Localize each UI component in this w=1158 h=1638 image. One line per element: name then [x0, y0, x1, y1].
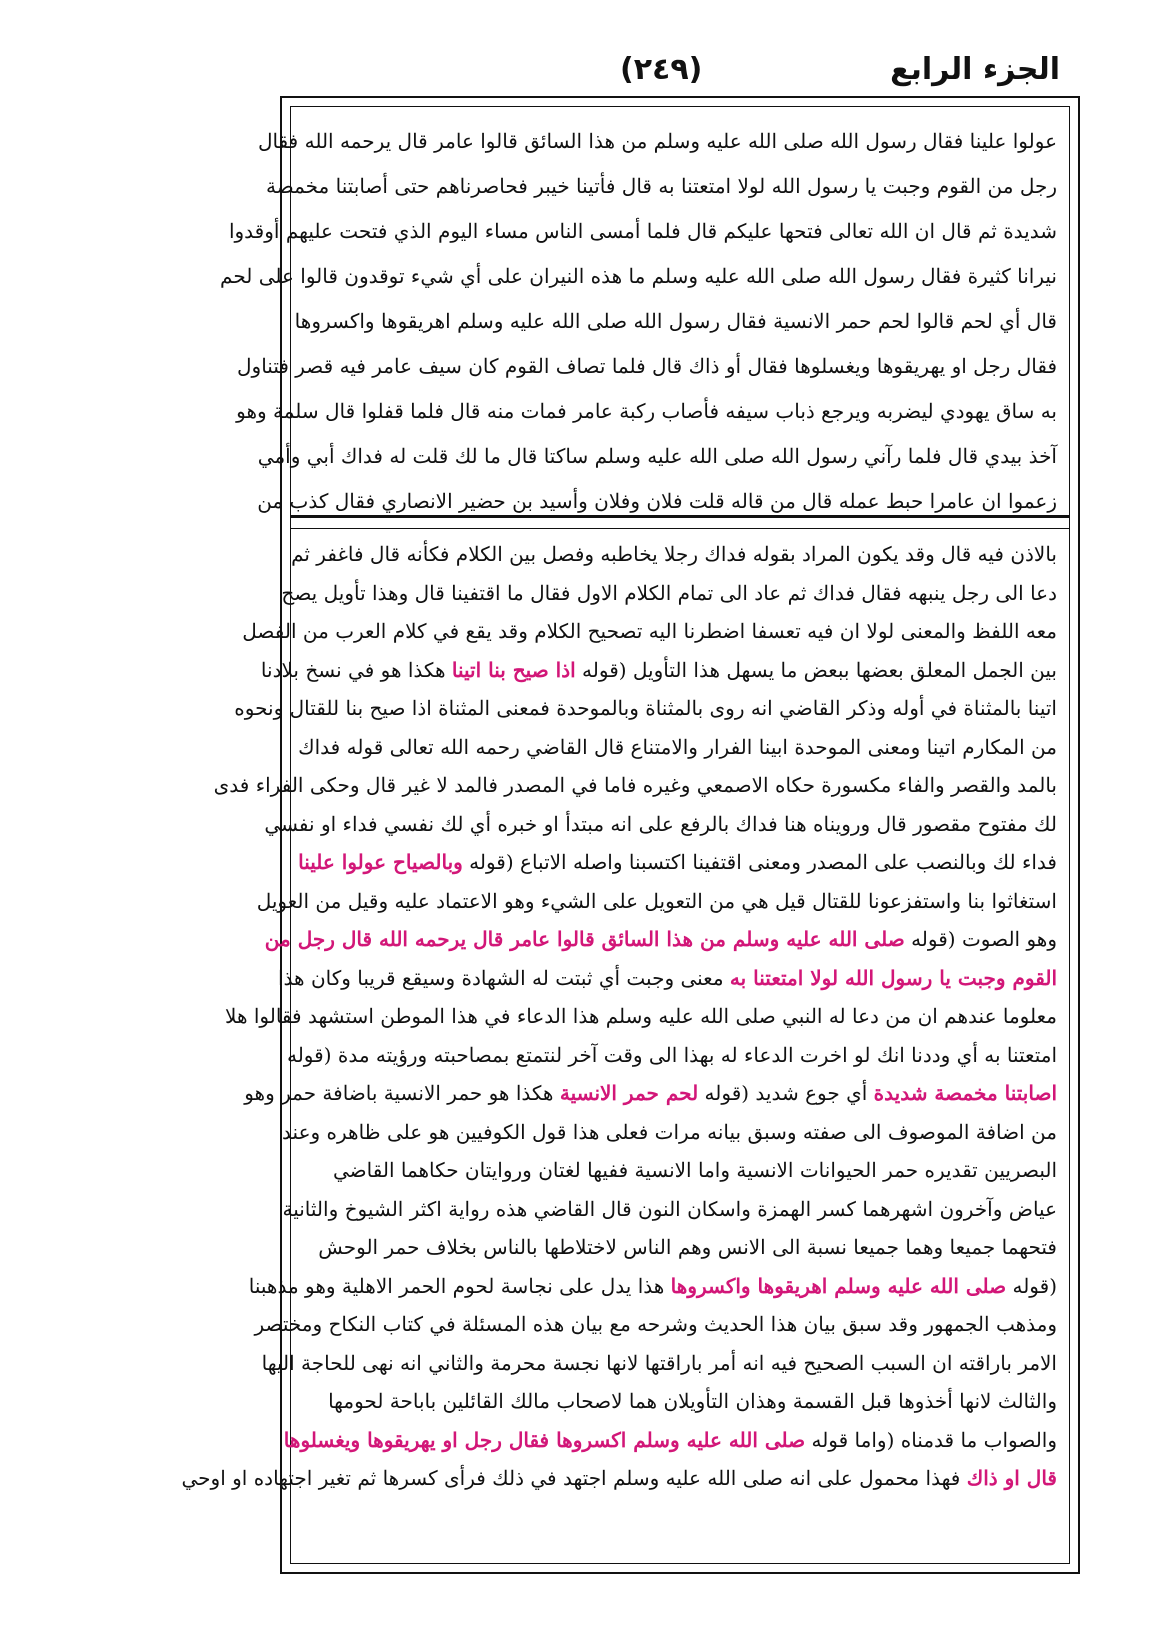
highlighted-quote: لحم حمر الانسية	[559, 1081, 699, 1105]
commentary-line	[256, 882, 1057, 921]
commentary-segment: امتعتنا به أي وددنا انك لو اخرت الدعاء له بهذا الى وقت آخر لنتمتع بمصاحبته ورؤيته مدة (قوله	[286, 1042, 1057, 1067]
commentary-segment: من اضافة الموصوف الى صفته وسبق بيانه مرات فعلى هذا قول الكوفيين هو على ظاهره وعند	[282, 1119, 1057, 1144]
commentary-line	[298, 728, 1057, 767]
highlighted-quote: القوم وجبت يا رسول الله لولا امتعتنا به	[729, 965, 1057, 990]
commentary-segment: دعا الى رجل ينبهه فقال فداك ثم عاد الى تمام الكلام الاول فقال ما اقتفينا قال وهذا تأويل يصح	[281, 580, 1057, 605]
hadith-line: به ساق يهودي ليضربه ويرجع ذباب سيفه فأصاب ركبة عامر فمات منه قال فلما قفلوا قال سلمة وهو	[236, 399, 1057, 423]
commentary-segment: فداء لك وبالنصب على المصدر ومعنى اقتفينا اكتسبنا واصله الاتباع (قوله	[462, 850, 1057, 874]
hadith-line: نيرانا كثيرة فقال رسول الله صلى الله عليه وسلم ما هذه النيران على أي شيء توقدون قالوا على لحم	[220, 264, 1057, 288]
commentary-line	[283, 1421, 1057, 1460]
highlighted-quote: اصابتنا مخمصة شديدة	[873, 1081, 1057, 1105]
commentary-segment: استغاثوا بنا واستفزعونا للقتال قيل هي من التعويل على الشيء وهو الاعتماد عليه وقيل من العويل	[256, 888, 1057, 913]
hadith-line: آخذ بيدي قال فلما رآني رسول الله صلى الله عليه وسلم ساكتا قال ما لك قلت له فداك أبي وأمي	[257, 444, 1057, 468]
commentary-line	[260, 651, 1057, 690]
commentary-line	[281, 574, 1057, 613]
commentary-line	[286, 1036, 1057, 1075]
hadith-section	[220, 119, 1057, 513]
commentary-segment: معه اللفظ والمعنى لولا ان فيه تعسفا اضطرنا اليه تصحيح الكلام وقد يقع في كلام العرب من الفصل	[242, 619, 1057, 643]
highlighted-quote: قال او ذاك	[966, 1466, 1057, 1490]
page-number: (٢٤٩)	[620, 52, 703, 87]
commentary-text	[181, 535, 1057, 1498]
highlighted-quote: صلى الله عليه وسلم اكسروها فقال رجل او يهريقوها ويغسلوها	[283, 1427, 806, 1452]
commentary-segment: معنى وجبت أي ثبتت له الشهادة وسيقع قريبا وكان هذا	[278, 965, 730, 990]
commentary-segment: لك مفتوح مقصور قال ورويناه هنا فداك بالرفع على انه مبتدأ او خبره أي لك نفسي فداء او نفسي	[264, 811, 1057, 836]
highlighted-quote: اذا صيح بنا اتينا	[451, 657, 576, 682]
commentary-line	[303, 1151, 1057, 1190]
commentary-line	[181, 1459, 1057, 1498]
commentary-segment: هكذا هو حمر الانسية باضافة حمر وهو	[244, 1081, 560, 1105]
commentary-line	[248, 1267, 1057, 1306]
highlighted-quote: صلى الله عليه وسلم من هذا السائق قالوا عامر قال يرحمه الله قال رجل من	[264, 927, 905, 951]
page-header	[280, 48, 1080, 98]
hadith-line: عولوا علينا فقال رسول الله صلى الله عليه وسلم من هذا السائق قالوا عامر قال يرحمه الله فقال	[257, 129, 1057, 153]
commentary-segment: بالاذن فيه قال وقد يكون المراد بقوله فداك رجلا يخاطبه وفصل بين الكلام فكأنه قال فاغفر ثم	[291, 542, 1057, 566]
commentary-segment: هذا يدل على نجاسة لحوم الحمر الاهلية وهو مذهبنا	[248, 1273, 671, 1298]
commentary-line	[242, 612, 1057, 651]
page-frame-inner	[181, 106, 1070, 1564]
hadith-text	[220, 119, 1057, 524]
commentary-segment: ومذهب الجمهور وقد سبق بيان هذا الحديث وشرحه مع بيان هذه المسئلة في كتاب النكاح ومختصر	[254, 1312, 1057, 1336]
commentary-line	[264, 805, 1057, 844]
commentary-segment: بالمد والقصر والفاء مكسورة حكاه الاصمعي وغيره فاما في المصدر فالمد لا غير قال وحكى الفراء فدى	[213, 773, 1057, 797]
commentary-segment: أي جوع شديد (قوله	[698, 1081, 874, 1105]
highlighted-quote: صلى الله عليه وسلم اهريقوها واكسروها	[670, 1273, 1007, 1298]
commentary-segment: بين الجمل المعلق بعضها ببعض ما يسهل هذا التأويل (قوله	[575, 657, 1057, 682]
commentary-segment: عياض وآخرون اشهرهما كسر الهمزة واسكان النون قال القاضي هذه رواية اكثر الشيوخ والثانية	[282, 1196, 1057, 1221]
commentary-segment: هكذا هو في نسخ بلادنا	[260, 657, 452, 682]
commentary-segment: اتينا بالمثناة في أوله وذكر القاضي انه روى بالمثناة وبالموحدة فمعنى المثناة اذا صيح بنا للقتال ونحوه	[234, 696, 1057, 720]
commentary-line	[303, 1228, 1057, 1267]
commentary-segment: والصواب ما قدمناه (واما قوله	[805, 1427, 1057, 1452]
commentary-line	[213, 766, 1057, 805]
commentary-line	[298, 843, 1057, 882]
commentary-line	[244, 1074, 1057, 1113]
commentary-segment: (قوله	[1006, 1273, 1057, 1298]
commentary-line	[254, 1305, 1057, 1344]
hadith-line: فقال رجل او يهريقوها ويغسلوها فقال أو ذاك قال فلما تصاف القوم كان سيف عامر فيه قصر فتناول	[237, 354, 1057, 378]
commentary-segment: فتحهما جميعا وهما جميعا نسبة الى الانس وهم الناس لاختلاطها بالناس بخلاف حمر الوحش	[318, 1235, 1057, 1259]
commentary-line	[282, 1190, 1057, 1229]
commentary-line	[234, 689, 1057, 728]
commentary-line	[264, 920, 1057, 959]
commentary-line	[278, 959, 1057, 998]
commentary-section	[181, 535, 1057, 1555]
commentary-segment: من المكارم اتينا ومعنى الموحدة ابينا الفرار والامتناع قال القاضي رحمه الله تعالى قوله فداك	[298, 734, 1057, 759]
commentary-segment: معلوما عندهم ان من دعا له النبي صلى الله عليه وسلم هذا الدعاء في هذا الموطن استشهد فقالوا هلا	[225, 1004, 1057, 1028]
commentary-segment: والثالث لانها أخذوها قبل القسمة وهذان التأويلان هما لاصحاب مالك القائلين باباحة لحومها	[328, 1389, 1057, 1413]
commentary-line	[303, 1382, 1057, 1421]
hadith-line: قال أي لحم قالوا لحم حمر الانسية فقال رسول الله صلى الله عليه وسلم اهريقوها واكسروها	[294, 309, 1057, 333]
commentary-segment: فهذا محمول على انه صلى الله عليه وسلم اجتهد في ذلك فرأى كسرها ثم تغير اجتهاده او اوحي	[181, 1466, 967, 1490]
commentary-line	[282, 1113, 1057, 1152]
page-frame	[181, 96, 1080, 1574]
commentary-line	[225, 997, 1057, 1036]
page-title: الجزء الرابع	[890, 52, 1060, 87]
commentary-segment: الامر باراقته ان السبب الصحيح فيه انه أمر باراقتها لانها نجسة محرمة والثاني انه نهى للحاجة اليها	[261, 1350, 1057, 1375]
commentary-segment: البصريين تقديره حمر الحيوانات الانسية واما الانسية ففيها لغتان وروايتان حكاهما القاضي	[332, 1158, 1057, 1182]
highlighted-quote: وبالصياح عولوا علينا	[298, 850, 463, 874]
commentary-line	[261, 1344, 1057, 1383]
section-divider	[291, 515, 1069, 529]
hadith-line: زعموا ان عامرا حبط عمله قال من قاله قلت فلان وفلان وأسيد بن حضير الانصاري فقال كذب من	[257, 489, 1057, 513]
commentary-line	[291, 535, 1057, 574]
hadith-line: شديدة ثم قال ان الله تعالى فتحها عليكم قال فلما أمسى الناس مساء اليوم الذي فتحت عليهم أوقدوا	[228, 219, 1057, 243]
hadith-line: رجل من القوم وجبت يا رسول الله لولا امتعتنا به قال فأتينا خيبر فحاصرناهم حتى أصابتنا مخمصة	[266, 174, 1057, 198]
commentary-segment: وهو الصوت (قوله	[904, 927, 1057, 951]
